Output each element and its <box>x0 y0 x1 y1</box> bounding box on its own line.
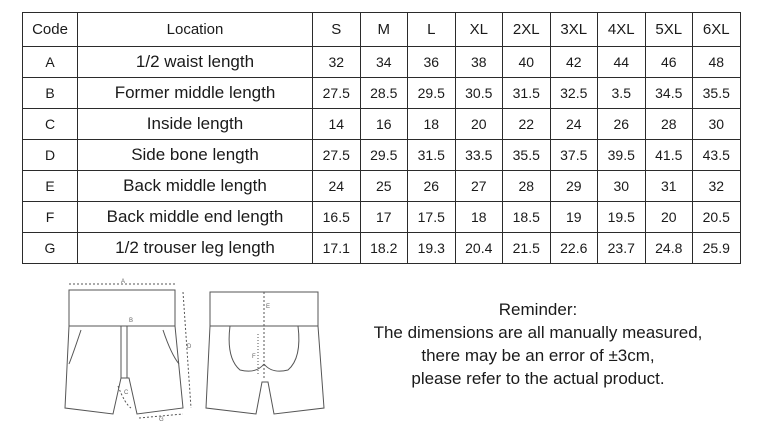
reminder-title: Reminder: <box>498 300 578 319</box>
size-value-cell: 27.5 <box>313 140 361 171</box>
header-location: Location <box>78 13 313 47</box>
row-location: 1/2 waist length <box>78 47 313 78</box>
size-value-cell: 28 <box>503 171 551 202</box>
table-row <box>23 202 741 233</box>
size-value-cell: 35.5 <box>503 140 551 171</box>
diagram-label: D <box>187 344 192 350</box>
size-value-cell: 14 <box>313 109 361 140</box>
size-value-cell: 40 <box>503 47 551 78</box>
size-value-cell: 33.5 <box>455 140 503 171</box>
size-value-cell: 32.5 <box>550 78 598 109</box>
row-code: G <box>23 233 78 264</box>
size-value-cell: 16 <box>360 109 408 140</box>
size-value-cell: 36 <box>408 47 456 78</box>
size-value-cell: 29.5 <box>360 140 408 171</box>
size-value-cell: 44 <box>598 47 646 78</box>
size-value-cell: 20 <box>455 109 503 140</box>
header-size: M <box>360 13 408 47</box>
size-value-cell: 30 <box>693 109 741 140</box>
reminder-line: please refer to the actual product. <box>411 369 665 388</box>
size-value-cell: 39.5 <box>598 140 646 171</box>
size-value-cell: 34 <box>360 47 408 78</box>
header-size: 3XL <box>550 13 598 47</box>
size-value-cell: 43.5 <box>693 140 741 171</box>
header-size: 6XL <box>693 13 741 47</box>
size-value-cell: 22.6 <box>550 233 598 264</box>
size-value-cell: 19 <box>550 202 598 233</box>
size-value-cell: 29 <box>550 171 598 202</box>
size-value-cell: 34.5 <box>645 78 693 109</box>
header-size: 2XL <box>503 13 551 47</box>
table-row <box>23 78 741 109</box>
size-value-cell: 3.5 <box>598 78 646 109</box>
diagram-label: E <box>266 304 271 310</box>
size-value-cell: 18 <box>408 109 456 140</box>
size-value-cell: 30 <box>598 171 646 202</box>
size-value-cell: 23.7 <box>598 233 646 264</box>
diagram-label: A <box>121 279 126 285</box>
size-value-cell: 32 <box>693 171 741 202</box>
size-value-cell: 38 <box>455 47 503 78</box>
size-value-cell: 20.5 <box>693 202 741 233</box>
table-row <box>23 233 741 264</box>
row-code: A <box>23 47 78 78</box>
row-location: Back middle end length <box>78 202 313 233</box>
size-value-cell: 46 <box>645 47 693 78</box>
row-location: Inside length <box>78 109 313 140</box>
row-location: Former middle length <box>78 78 313 109</box>
reminder-note <box>338 298 738 390</box>
size-value-cell: 17.1 <box>313 233 361 264</box>
row-location: Back middle length <box>78 171 313 202</box>
size-value-cell: 31.5 <box>503 78 551 109</box>
size-value-cell: 28.5 <box>360 78 408 109</box>
size-value-cell: 22 <box>503 109 551 140</box>
size-value-cell: 41.5 <box>645 140 693 171</box>
size-value-cell: 17.5 <box>408 202 456 233</box>
size-value-cell: 30.5 <box>455 78 503 109</box>
size-value-cell: 26 <box>408 171 456 202</box>
row-code: E <box>23 171 78 202</box>
row-code: F <box>23 202 78 233</box>
size-value-cell: 19.5 <box>598 202 646 233</box>
size-value-cell: 20.4 <box>455 233 503 264</box>
header-code: Code <box>23 13 78 47</box>
size-value-cell: 20 <box>645 202 693 233</box>
reminder-line: The dimensions are all manually measured, <box>373 323 703 342</box>
diagram-label: G <box>159 417 164 423</box>
row-location: Side bone length <box>78 140 313 171</box>
size-value-cell: 48 <box>693 47 741 78</box>
reminder-line: there may be an error of ±3cm, <box>421 346 655 365</box>
size-chart-table <box>22 12 741 264</box>
row-code: B <box>23 78 78 109</box>
size-value-cell: 24.8 <box>645 233 693 264</box>
size-value-cell: 18.2 <box>360 233 408 264</box>
size-value-cell: 24 <box>550 109 598 140</box>
size-value-cell: 17 <box>360 202 408 233</box>
header-size: XL <box>455 13 503 47</box>
table-row <box>23 140 741 171</box>
table-header-row <box>23 13 741 47</box>
row-code: C <box>23 109 78 140</box>
diagram-label: C <box>124 390 129 396</box>
back-shorts-diagram <box>200 278 330 424</box>
size-value-cell: 35.5 <box>693 78 741 109</box>
size-value-cell: 31 <box>645 171 693 202</box>
size-value-cell: 27.5 <box>313 78 361 109</box>
table-row <box>23 171 741 202</box>
front-shorts-diagram <box>55 278 195 424</box>
size-value-cell: 24 <box>313 171 361 202</box>
header-size: 5XL <box>645 13 693 47</box>
size-value-cell: 29.5 <box>408 78 456 109</box>
size-value-cell: 28 <box>645 109 693 140</box>
row-location: 1/2 trouser leg length <box>78 233 313 264</box>
size-value-cell: 19.3 <box>408 233 456 264</box>
size-value-cell: 26 <box>598 109 646 140</box>
table-body <box>23 47 741 264</box>
size-value-cell: 18 <box>455 202 503 233</box>
size-value-cell: 16.5 <box>313 202 361 233</box>
table-row <box>23 47 741 78</box>
header-size: L <box>408 13 456 47</box>
size-value-cell: 27 <box>455 171 503 202</box>
size-value-cell: 37.5 <box>550 140 598 171</box>
diagram-label: B <box>129 318 134 324</box>
size-value-cell: 31.5 <box>408 140 456 171</box>
header-size: S <box>313 13 361 47</box>
table-row <box>23 109 741 140</box>
size-value-cell: 25.9 <box>693 233 741 264</box>
header-size: 4XL <box>598 13 646 47</box>
size-value-cell: 42 <box>550 47 598 78</box>
row-code: D <box>23 140 78 171</box>
size-value-cell: 32 <box>313 47 361 78</box>
diagram-label: F <box>252 354 256 360</box>
size-value-cell: 18.5 <box>503 202 551 233</box>
size-value-cell: 25 <box>360 171 408 202</box>
size-value-cell: 21.5 <box>503 233 551 264</box>
